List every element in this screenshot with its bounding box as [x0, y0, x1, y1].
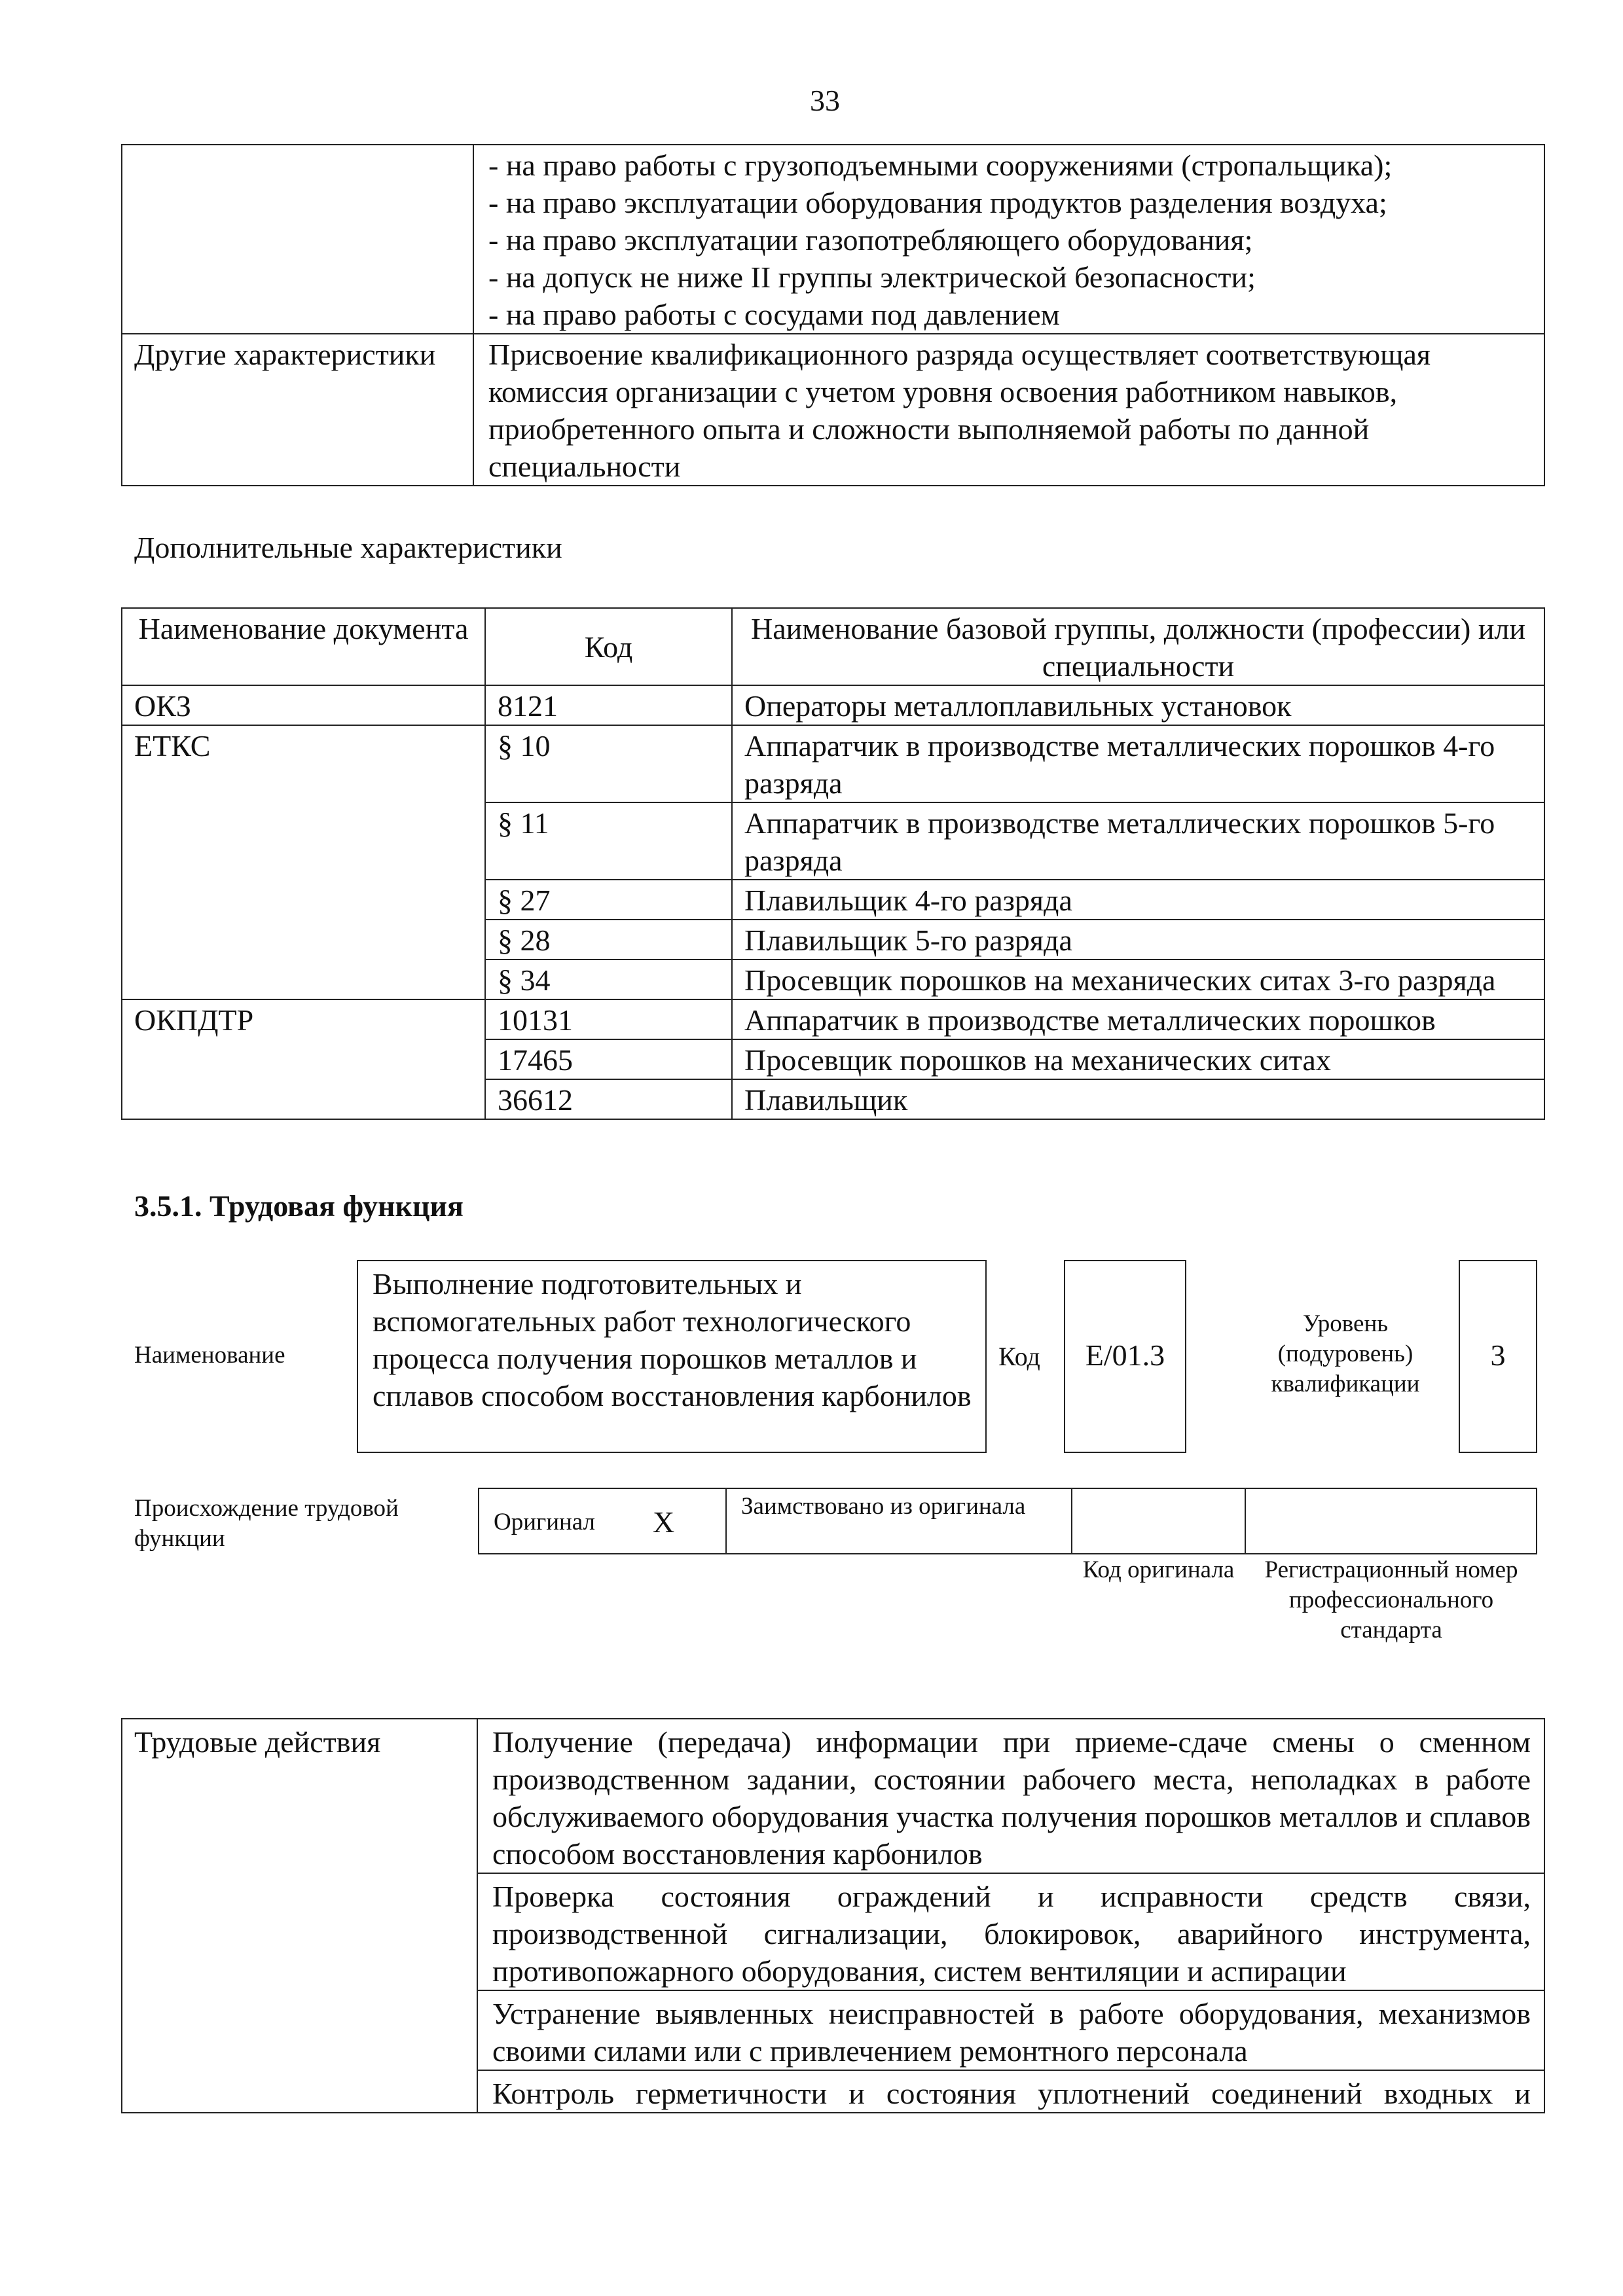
table-row: [122, 725, 1544, 802]
code-cell: § 27: [485, 880, 732, 920]
name-cell: Аппаратчик в производстве металлических порошков 5-го разряда: [732, 802, 1544, 880]
permits-row: [122, 145, 1544, 334]
function-name-box: [357, 1260, 987, 1453]
other-characteristics-text: Присвоение квалификационного разряда осуществляет соответствующая комиссия организации с учетом уровня освоения работником навыков, приобретенного опыта и сложности выполняемой работы по данной специальности: [473, 334, 1544, 486]
code-cell: § 28: [485, 920, 732, 960]
table-row: [122, 1719, 1544, 1873]
function-name-label: Наименование: [134, 1342, 285, 1369]
name-cell: Операторы металлоплавильных установок: [732, 685, 1544, 725]
labor-action-item: Устранение выявленных неисправностей в работе оборудования, механизмов своими силами или с привлечением ремонтного персонала: [477, 1990, 1544, 2070]
labor-actions-table: [121, 1718, 1545, 2113]
code-cell: 10131: [485, 999, 732, 1039]
permit-item: - на допуск не ниже II группы электрической безопасности;: [488, 260, 1256, 294]
qualification-level-label: Уровень (подуровень) квалификации: [1271, 1310, 1420, 1397]
permits-cell: [473, 145, 1544, 334]
original-box: [478, 1488, 727, 1554]
header-row: [122, 608, 1544, 685]
origin-label: Происхождение трудовой функции: [134, 1495, 399, 1552]
header-document: Наименование документа: [122, 608, 485, 685]
function-code-box: [1064, 1260, 1186, 1453]
permit-item: - на право эксплуатации газопотребляющего оборудования;: [488, 223, 1253, 257]
other-characteristics-label: Другие характеристики: [122, 334, 473, 486]
header-code: Код: [485, 608, 732, 685]
doc-cell: ОКЗ: [122, 685, 485, 725]
permit-item: - на право работы с грузоподъемными сооружениями (стропальщика);: [488, 149, 1393, 182]
table-row: [122, 685, 1544, 725]
registration-number-caption: Регистрационный номер профессионального стандарта: [1264, 1556, 1518, 1643]
other-characteristics-row: [122, 334, 1544, 486]
doc-cell: ЕТКС: [122, 725, 485, 999]
name-cell: Плавильщик 4-го разряда: [732, 880, 1544, 920]
labor-action-item: Получение (передача) информации при приеме-сдаче смены о сменном производственном задании, состоянии рабочего места, неполадках в работе обслуживаемого оборудования участка получения порошков металлов и сплавов способом восстановления карбонилов: [477, 1719, 1544, 1873]
name-cell: Просевщик порошков на механических ситах 3-го разряда: [732, 960, 1544, 999]
labor-actions-label: Трудовые действия: [122, 1719, 477, 2113]
code-cell: 17465: [485, 1039, 732, 1079]
qualification-level-box: [1459, 1260, 1537, 1453]
permits-label-cell: [122, 145, 473, 334]
header-base-group: Наименование базовой группы, должности (профессии) или специальности: [732, 608, 1544, 685]
code-cell: 8121: [485, 685, 732, 725]
borrowed-label: Заимствовано из оригинала: [741, 1493, 1026, 1520]
additional-characteristics-table: [121, 607, 1545, 1120]
code-cell: § 34: [485, 960, 732, 999]
labor-action-item: Проверка состояния ограждений и исправности средств связи, производственной сигнализации, блокировок, аварийного инструмента, противопожарного оборудования, систем вентиляции и аспирации: [477, 1873, 1544, 1990]
code-cell: § 11: [485, 802, 732, 880]
qualification-level-value: 3: [1490, 1338, 1506, 1372]
additional-characteristics-heading: Дополнительные характеристики: [134, 531, 562, 564]
name-cell: Плавильщик: [732, 1079, 1544, 1119]
labor-function-heading: 3.5.1. Трудовая функция: [134, 1189, 464, 1223]
borrowed-box: [725, 1488, 1072, 1554]
table-row: [122, 999, 1544, 1039]
permit-item: - на право эксплуатации оборудования продуктов разделения воздуха;: [488, 186, 1387, 219]
name-cell: Аппаратчик в производстве металлических порошков: [732, 999, 1544, 1039]
labor-action-item: Контроль герметичности и состояния уплотнений соединений входных и: [477, 2070, 1544, 2113]
qualification-table: [121, 144, 1545, 486]
function-name-value: Выполнение подготовительных и вспомогательных работ технологического процесса получения порошков металлов и сплавов способом восстановления карбонилов: [373, 1267, 972, 1412]
function-code-value: E/01.3: [1085, 1338, 1165, 1372]
original-code-box: [1071, 1488, 1246, 1554]
registration-number-box: [1245, 1488, 1537, 1554]
name-cell: Плавильщик 5-го разряда: [732, 920, 1544, 960]
page-number: 33: [810, 84, 840, 117]
doc-cell: ОКПДТР: [122, 999, 485, 1119]
name-cell: Аппаратчик в производстве металлических порошков 4-го разряда: [732, 725, 1544, 802]
permit-item: - на право работы с сосудами под давлением: [488, 298, 1060, 331]
name-cell: Просевщик порошков на механических ситах: [732, 1039, 1544, 1079]
code-cell: 36612: [485, 1079, 732, 1119]
original-mark: X: [653, 1505, 675, 1539]
original-label: Оригинал: [494, 1509, 596, 1535]
original-code-caption: Код оригинала: [1082, 1556, 1235, 1583]
function-code-label: Код: [998, 1342, 1040, 1371]
code-cell: § 10: [485, 725, 732, 802]
